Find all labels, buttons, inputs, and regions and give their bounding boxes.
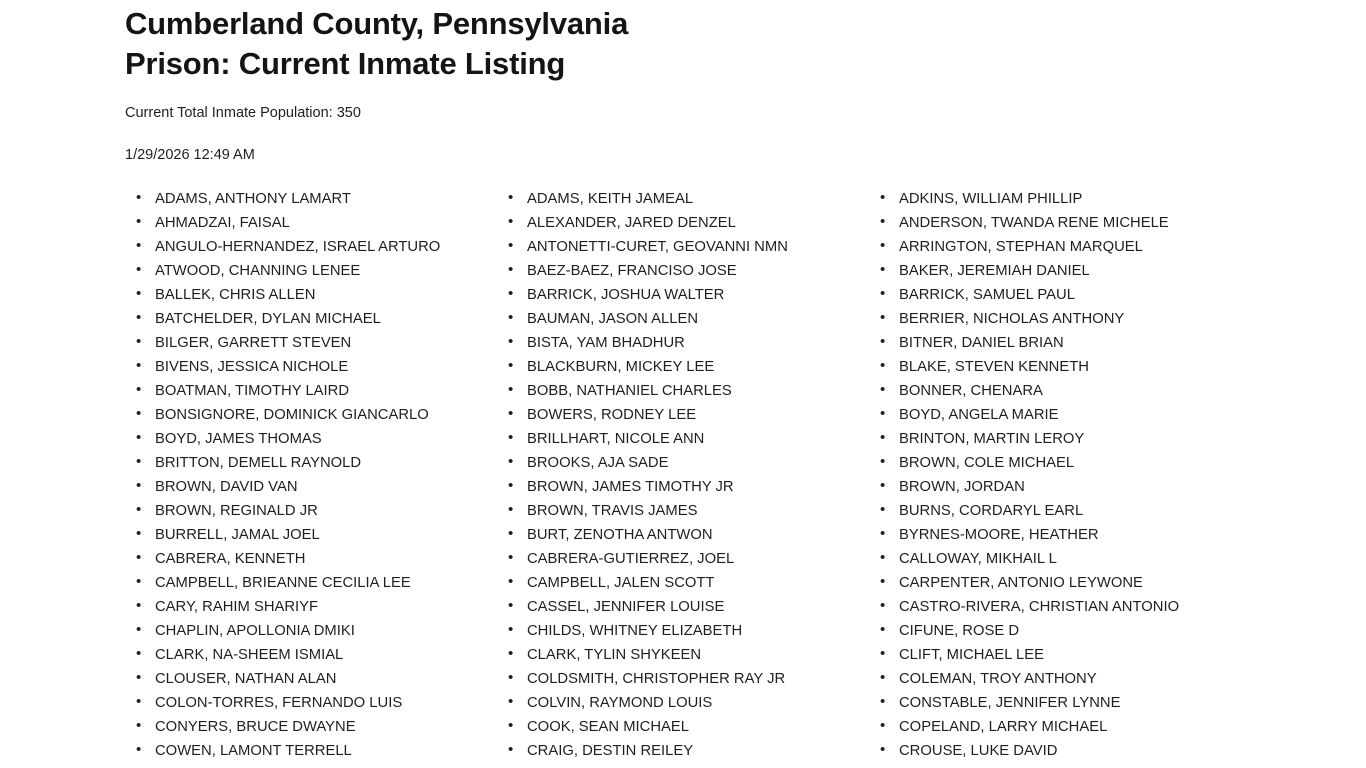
list-item: • BURNS, CORDARYL EARL: [869, 499, 1241, 523]
inmate-list-1: [125, 187, 497, 763]
list-item: • BARRICK, SAMUEL PAUL: [869, 283, 1241, 307]
list-item: • CIFUNE, ROSE D: [869, 619, 1241, 643]
list-item: • BYRNES-MOORE, HEATHER: [869, 523, 1241, 547]
list-item: • CHAPLIN, APOLLONIA DMIKI: [125, 619, 497, 643]
list-item: • ADKINS, WILLIAM PHILLIP: [869, 187, 1241, 211]
list-item: • CONYERS, BRUCE DWAYNE: [125, 715, 497, 739]
list-item: • CALLOWAY, MIKHAIL L: [869, 547, 1241, 571]
list-item: • CASSEL, JENNIFER LOUISE: [497, 595, 869, 619]
list-item: • ATWOOD, CHANNING LENEE: [125, 259, 497, 283]
list-item: • ADAMS, KEITH JAMEAL: [497, 187, 869, 211]
list-item: • AHMADZAI, FAISAL: [125, 211, 497, 235]
inmate-columns: [125, 187, 1366, 763]
list-item: • CONSTABLE, JENNIFER LYNNE: [869, 691, 1241, 715]
inmate-column-1: [125, 187, 497, 763]
list-item: • BONSIGNORE, DOMINICK GIANCARLO: [125, 403, 497, 427]
list-item: • BROWN, JORDAN: [869, 475, 1241, 499]
list-item: • BRINTON, MARTIN LEROY: [869, 427, 1241, 451]
list-item: • BITNER, DANIEL BRIAN: [869, 331, 1241, 355]
list-item: • BARRICK, JOSHUA WALTER: [497, 283, 869, 307]
list-item: • CROUSE, LUKE DAVID: [869, 739, 1241, 763]
list-item: • BOATMAN, TIMOTHY LAIRD: [125, 379, 497, 403]
list-item: • BOWERS, RODNEY LEE: [497, 403, 869, 427]
list-item: • BROWN, JAMES TIMOTHY JR: [497, 475, 869, 499]
list-item: • BOBB, NATHANIEL CHARLES: [497, 379, 869, 403]
list-item: • BROWN, COLE MICHAEL: [869, 451, 1241, 475]
list-item: • CARPENTER, ANTONIO LEYWONE: [869, 571, 1241, 595]
list-item: • BIVENS, JESSICA NICHOLE: [125, 355, 497, 379]
list-item: • CRAIG, DESTIN REILEY: [497, 739, 869, 763]
list-item: • BERRIER, NICHOLAS ANTHONY: [869, 307, 1241, 331]
list-item: • BROOKS, AJA SADE: [497, 451, 869, 475]
list-item: • BAKER, JEREMIAH DANIEL: [869, 259, 1241, 283]
list-item: • ANDERSON, TWANDA RENE MICHELE: [869, 211, 1241, 235]
list-item: • BRITTON, DEMELL RAYNOLD: [125, 451, 497, 475]
list-item: • BONNER, CHENARA: [869, 379, 1241, 403]
list-item: • BISTA, YAM BHADHUR: [497, 331, 869, 355]
list-item: • COLEMAN, TROY ANTHONY: [869, 667, 1241, 691]
page-title: [125, 0, 825, 83]
list-item: • BAUMAN, JASON ALLEN: [497, 307, 869, 331]
list-item: • BROWN, DAVID VAN: [125, 475, 497, 499]
list-item: • CAMPBELL, JALEN SCOTT: [497, 571, 869, 595]
list-item: • BLACKBURN, MICKEY LEE: [497, 355, 869, 379]
list-item: • COOK, SEAN MICHAEL: [497, 715, 869, 739]
report-timestamp: 1/29/2026 12:49 AM: [125, 146, 255, 163]
inmate-column-3: [869, 187, 1241, 763]
inmate-column-2: [497, 187, 869, 763]
list-item: • CHILDS, WHITNEY ELIZABETH: [497, 619, 869, 643]
list-item: • BILGER, GARRETT STEVEN: [125, 331, 497, 355]
list-item: • BOYD, JAMES THOMAS: [125, 427, 497, 451]
list-item: • ARRINGTON, STEPHAN MARQUEL: [869, 235, 1241, 259]
list-item: • COLDSMITH, CHRISTOPHER RAY JR: [497, 667, 869, 691]
list-item: • COPELAND, LARRY MICHAEL: [869, 715, 1241, 739]
list-item: • CABRERA-GUTIERREZ, JOEL: [497, 547, 869, 571]
list-item: • BRILLHART, NICOLE ANN: [497, 427, 869, 451]
list-item: • ALEXANDER, JARED DENZEL: [497, 211, 869, 235]
list-item: • CLARK, TYLIN SHYKEEN: [497, 643, 869, 667]
list-item: • CAMPBELL, BRIEANNE CECILIA LEE: [125, 571, 497, 595]
list-item: • BURRELL, JAMAL JOEL: [125, 523, 497, 547]
list-item: • ANTONETTI-CURET, GEOVANNI NMN: [497, 235, 869, 259]
list-item: • COLVIN, RAYMOND LOUIS: [497, 691, 869, 715]
list-item: • CASTRO-RIVERA, CHRISTIAN ANTONIO: [869, 595, 1241, 619]
list-item: • BLAKE, STEVEN KENNETH: [869, 355, 1241, 379]
list-item: • BALLEK, CHRIS ALLEN: [125, 283, 497, 307]
list-item: • BATCHELDER, DYLAN MICHAEL: [125, 307, 497, 331]
page-title-line-2: Prison: Current Inmate Listing: [125, 45, 566, 81]
list-item: • BROWN, TRAVIS JAMES: [497, 499, 869, 523]
list-item: • CLARK, NA-SHEEM ISMIAL: [125, 643, 497, 667]
list-item: • BROWN, REGINALD JR: [125, 499, 497, 523]
inmate-list-3: [869, 187, 1241, 763]
list-item: • CLIFT, MICHAEL LEE: [869, 643, 1241, 667]
list-item: • BOYD, ANGELA MARIE: [869, 403, 1241, 427]
list-item: • ADAMS, ANTHONY LAMART: [125, 187, 497, 211]
inmate-list-2: [497, 187, 869, 763]
list-item: • ANGULO-HERNANDEZ, ISRAEL ARTURO: [125, 235, 497, 259]
list-item: • BAEZ-BAEZ, FRANCISO JOSE: [497, 259, 869, 283]
page-title-line-1: Cumberland County, Pennsylvania: [125, 6, 629, 41]
list-item: • COLON-TORRES, FERNANDO LUIS: [125, 691, 497, 715]
list-item: • CABRERA, KENNETH: [125, 547, 497, 571]
list-item: • CLOUSER, NATHAN ALAN: [125, 667, 497, 691]
list-item: • CARY, RAHIM SHARIYF: [125, 595, 497, 619]
list-item: • COWEN, LAMONT TERRELL: [125, 739, 497, 763]
total-population-text: Current Total Inmate Population: 350: [125, 105, 361, 122]
list-item: • BURT, ZENOTHA ANTWON: [497, 523, 869, 547]
